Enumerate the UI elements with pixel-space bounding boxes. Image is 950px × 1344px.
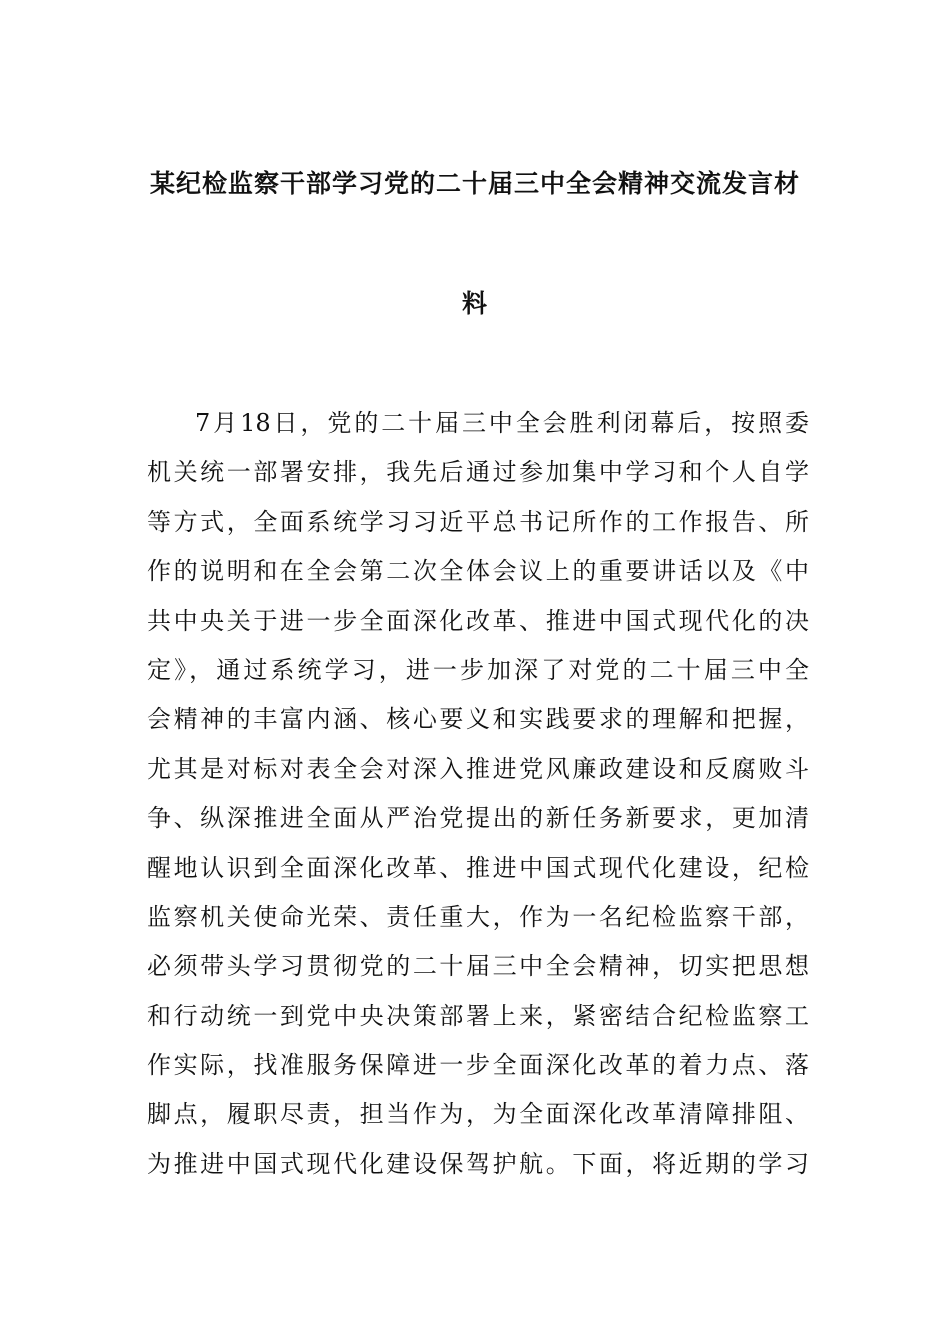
body-line: 脚点，履职尽责，担当作为，为全面深化改革清障排阻、 [147,1100,809,1129]
body-line: 尤其是对标对表全会对深入推进党风廉政建设和反腐败斗 [147,754,809,783]
document-body-paragraph [147,399,809,1189]
body-line: 定》，通过系统学习，进一步加深了对党的二十届三中全 [147,655,809,684]
body-line: 机关统一部署安排，我先后通过参加集中学习和个人自学 [147,458,809,487]
body-line: 争、纵深推进全面从严治党提出的新任务新要求，更加清 [147,804,809,833]
body-line: 作的说明和在全会第二次全体会议上的重要讲话以及《中 [147,557,809,586]
body-line: 共中央关于进一步全面深化改革、推进中国式现代化的决 [147,606,809,635]
body-line: 为推进中国式现代化建设保驾护航。下面，将近期的学习 [147,1149,809,1178]
body-line: 会精神的丰富内涵、核心要义和实践要求的理解和把握， [147,705,809,734]
body-line: 必须带头学习贯彻党的二十届三中全会精神，切实把思想 [147,952,809,981]
body-line: 和行动统一到党中央决策部署上来，紧密结合纪检监察工 [147,1001,809,1030]
body-line: 7月18日，党的二十届三中全会胜利闭幕后，按照委 [195,409,809,437]
document-title-line-1: 某纪检监察干部学习党的二十届三中全会精神交流发言材 [149,169,800,198]
body-line: 作实际，找准服务保障进一步全面深化改革的着力点、落 [147,1051,809,1080]
document-title-line-2: 料 [461,289,488,318]
body-line: 醒地认识到全面深化改革、推进中国式现代化建设，纪检 [147,853,809,882]
body-line: 监察机关使命光荣、责任重大，作为一名纪检监察干部， [147,902,809,931]
body-line: 等方式，全面系统学习习近平总书记所作的工作报告、所 [147,507,809,536]
